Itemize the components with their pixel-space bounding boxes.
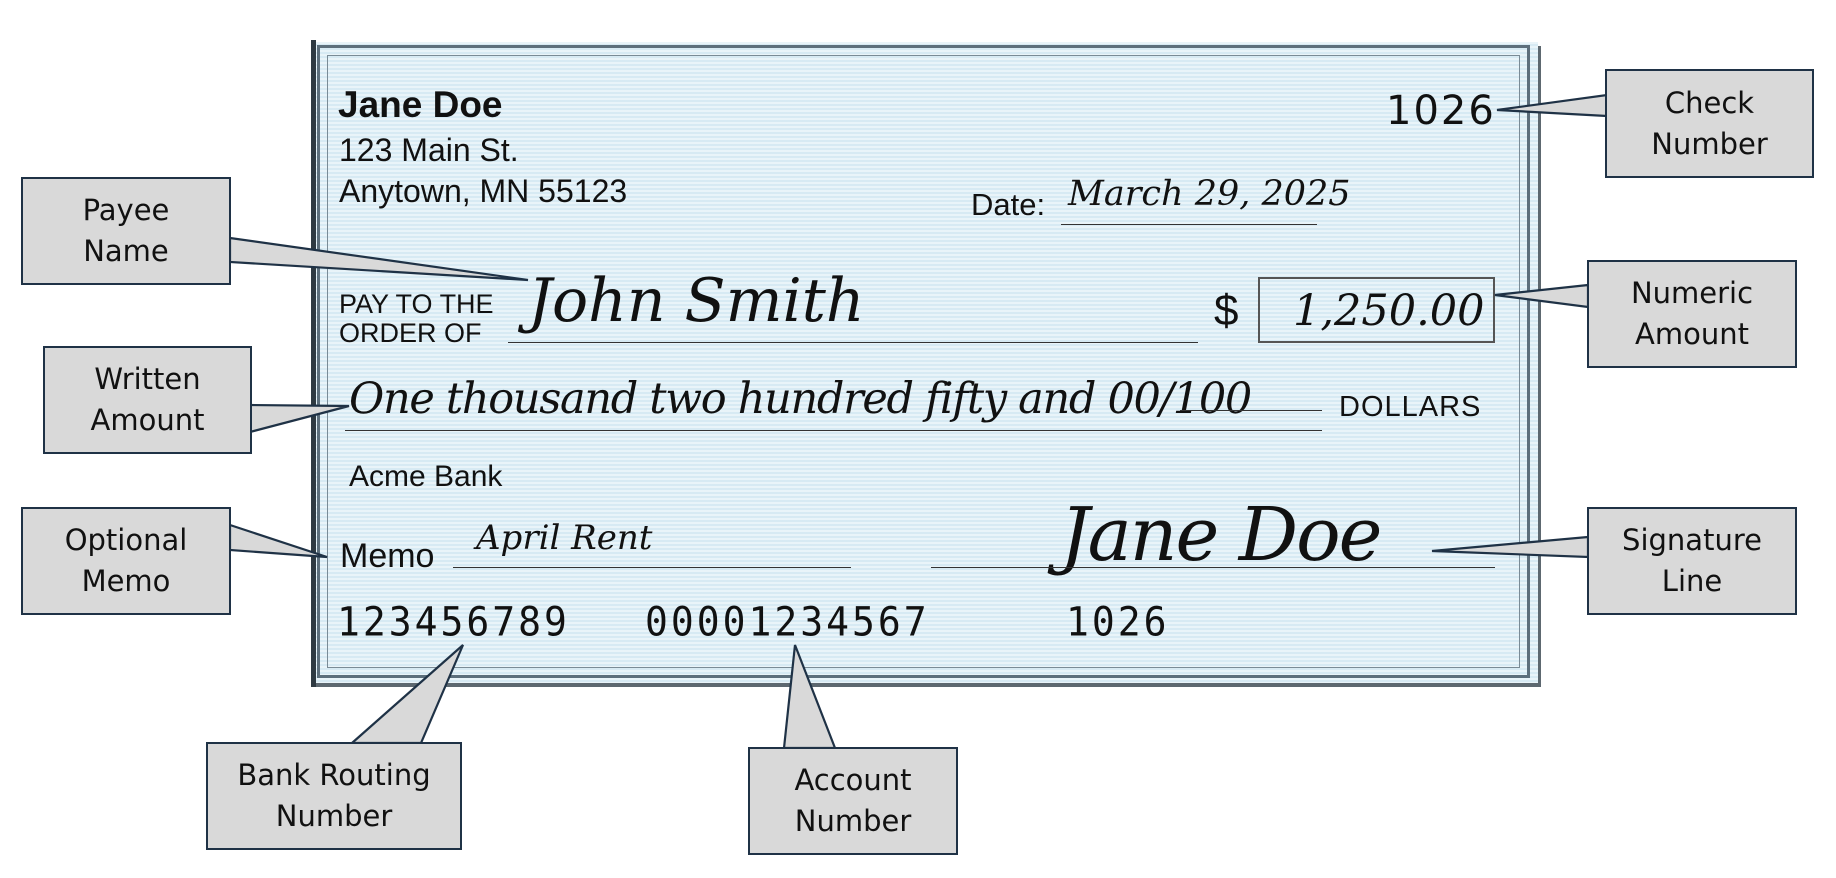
callout-check-number-line2: Number — [1651, 126, 1768, 161]
memo-value: April Rent — [476, 518, 653, 558]
callout-numeric-amount-line1: Numeric — [1630, 276, 1754, 310]
check-number: 1026 — [1386, 88, 1496, 134]
callout-bank-routing-number — [206, 742, 462, 850]
callout-written-amount-line1: Written — [94, 362, 201, 396]
callout-optional-memo-line2: Memo — [81, 564, 171, 598]
bank-name: Acme Bank — [349, 460, 503, 493]
date-value: March 29, 2025 — [1068, 174, 1351, 214]
check-edge — [311, 40, 316, 687]
callout-numeric-amount — [1587, 260, 1797, 368]
callout-bank-routing-number-line1: Bank Routing — [237, 758, 431, 792]
signature: Jane Doe — [1060, 492, 1381, 578]
callout-signature-line — [1587, 507, 1797, 615]
drawer-address-line2: Anytown, MN 55123 — [339, 173, 628, 209]
date-label: Date: — [971, 187, 1046, 222]
memo-label: Memo — [340, 537, 435, 575]
callout-account-number — [748, 747, 958, 855]
pay-to-label-line1: PAY TO THE — [339, 289, 494, 319]
dollars-label: DOLLARS — [1339, 391, 1482, 423]
callout-bank-routing-number-line2: Number — [275, 799, 393, 833]
micr-routing-number: 123456789 — [337, 598, 570, 646]
micr-check-number: 1026 — [1066, 598, 1170, 646]
drawer-address-line1: 123 Main St. — [339, 132, 519, 168]
callout-account-number-line1: Account — [794, 763, 912, 797]
written-amount: One thousand two hundred fifty and 00/100 — [349, 374, 1251, 424]
callout-payee-name-line2: Name — [83, 234, 169, 268]
callout-payee-name-line1: Payee — [82, 193, 170, 227]
callout-check-number — [1605, 69, 1814, 178]
callout-payee-name — [21, 177, 231, 285]
callout-signature-line-line2: Line — [1661, 564, 1723, 598]
currency-symbol: $ — [1214, 286, 1239, 335]
payee-name: John Smith — [528, 266, 865, 336]
memo-line — [453, 567, 851, 568]
payee-line — [508, 342, 1198, 343]
micr-account-number: 00001234567 — [645, 598, 930, 646]
callout-optional-memo-line1: Optional — [64, 523, 188, 557]
date-line — [1061, 224, 1317, 225]
signature-line — [931, 567, 1495, 568]
callout-signature-line-line1: Signature — [1622, 523, 1762, 557]
pay-to-label-line2: ORDER OF — [339, 318, 482, 348]
callout-written-amount-line2: Amount — [90, 403, 205, 437]
callout-optional-memo — [21, 507, 231, 615]
callout-numeric-amount-line2: Amount — [1635, 317, 1749, 351]
callout-check-number-line1: Check — [1664, 85, 1755, 120]
numeric-amount: 1,250.00 — [1293, 286, 1485, 336]
callout-account-number-line2: Number — [794, 804, 912, 838]
written-amount-fill-line — [1180, 410, 1322, 411]
drawer-name: Jane Doe — [338, 84, 503, 125]
callout-written-amount — [43, 346, 252, 454]
written-amount-line — [345, 430, 1322, 431]
